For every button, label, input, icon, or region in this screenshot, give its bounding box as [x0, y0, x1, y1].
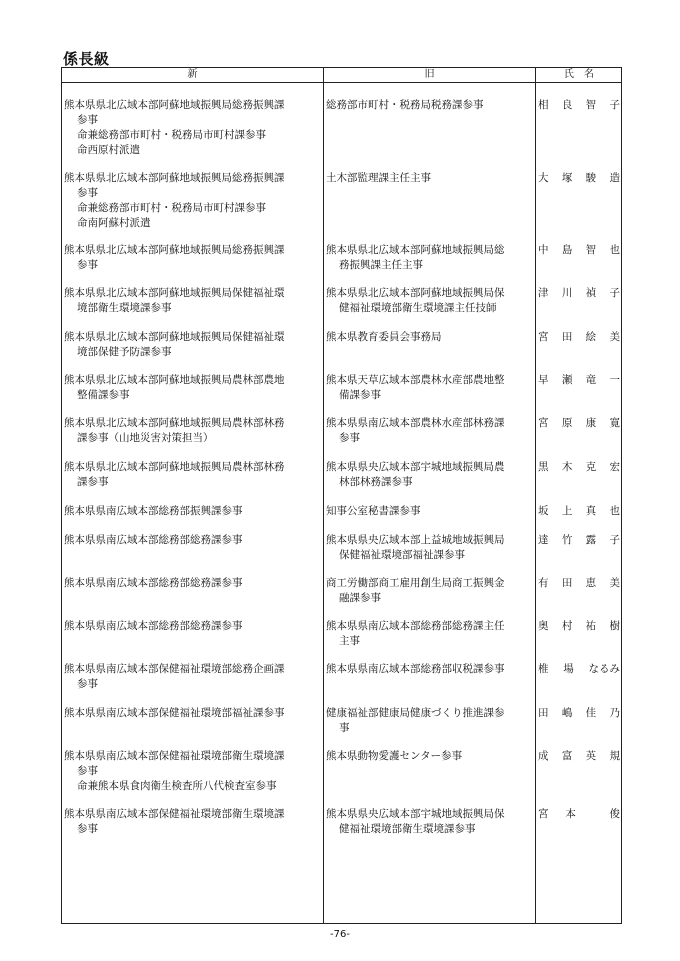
name-characters: [538, 533, 620, 548]
personnel-table: [61, 67, 622, 924]
name-char: 島: [561, 244, 573, 256]
table-header: [62, 68, 621, 83]
new-position: [64, 662, 322, 692]
person-name: [538, 286, 620, 301]
name-char: 達: [538, 534, 549, 546]
name-characters: [538, 416, 620, 431]
person-name: [538, 373, 620, 388]
name-characters: [538, 619, 620, 634]
old-position: [326, 619, 534, 649]
name-char: 也: [609, 505, 620, 517]
person-name: [538, 98, 620, 113]
name-char: 英: [585, 750, 597, 762]
name-char: 子: [609, 99, 620, 111]
old-position-line: 熊本県県北広域本部阿蘇地域振興局総: [326, 244, 505, 256]
old-position-line: 熊本県県南広域本部農林水産部林務課: [326, 417, 505, 429]
name-characters: [538, 243, 620, 258]
new-position-line: 参事: [77, 823, 98, 835]
old-position-line: 土木部監理課主任主事: [326, 172, 431, 184]
person-name: [538, 619, 620, 634]
old-position: [326, 416, 534, 446]
new-position-line: 整備課参事: [77, 389, 130, 401]
name-char: 宮: [538, 331, 549, 343]
old-position-line: 備課参事: [339, 389, 381, 401]
name-char: 黒: [538, 461, 549, 473]
person-name: [538, 416, 620, 431]
name-char: 絵: [585, 331, 597, 343]
new-position-line: 参事: [77, 765, 98, 777]
name-char: 俊: [609, 808, 620, 820]
new-position: [64, 533, 322, 548]
name-characters: [538, 749, 620, 764]
name-char: 佳: [585, 707, 597, 719]
new-position-line: 命兼総務部市町村・税務局市町村課参事: [77, 202, 266, 214]
new-position-line: 熊本県県北広域本部阿蘇地域振興局農林部農地: [64, 374, 285, 386]
old-position-line: 熊本県県央広域本部上益城地域振興局: [326, 534, 505, 546]
person-name: [538, 504, 620, 519]
name-char: 宏: [609, 461, 620, 473]
new-position-line: 命南阿蘇村派遣: [77, 217, 151, 229]
old-position-line: 主事: [339, 635, 360, 647]
name-char: 駿: [585, 172, 597, 184]
name-char: 宮: [538, 808, 549, 820]
name-char: 村: [561, 620, 573, 632]
new-position: [64, 373, 322, 403]
new-position-line: 熊本県県北広域本部阿蘇地域振興局保健福祉環: [64, 331, 285, 343]
new-position: [64, 286, 322, 316]
new-position: [64, 706, 322, 721]
column-divider: [323, 68, 324, 923]
person-name: [538, 533, 620, 548]
name-char: 恵: [585, 577, 597, 589]
name-char: 坂: [538, 505, 549, 517]
name-char: 場: [563, 663, 574, 675]
column-divider: [535, 68, 536, 923]
name-characters: [538, 460, 620, 475]
new-position-line: 命兼総務部市町村・税務局市町村課参事: [77, 129, 266, 141]
name-char: 康: [585, 417, 597, 429]
old-position-line: 熊本県県南広域本部総務部収税課参事: [326, 663, 505, 675]
old-position: [326, 243, 534, 273]
name-char: 相: [538, 99, 549, 111]
name-char: 大: [538, 172, 549, 184]
name-char: 祐: [585, 620, 597, 632]
new-position-line: 課参事（山地災害対策担当）: [77, 432, 214, 444]
name-char: 子: [609, 534, 620, 546]
name-char: 木: [561, 461, 573, 473]
new-position: [64, 98, 322, 158]
new-position: [64, 504, 322, 519]
new-position-line: 熊本県県北広域本部阿蘇地域振興局総務振興課: [64, 99, 285, 111]
new-position-line: 熊本県県北広域本部阿蘇地域振興局農林部林務: [64, 417, 285, 429]
name-char: 嶋: [561, 707, 573, 719]
header-new: 新: [187, 69, 198, 80]
name-char: 竜: [585, 374, 597, 386]
old-position: [326, 533, 534, 563]
old-position-line: 熊本県県北広域本部阿蘇地域振興局保: [326, 287, 505, 299]
name-char: 乃: [609, 707, 620, 719]
new-position: [64, 749, 322, 794]
old-position: [326, 706, 534, 736]
name-char: 奥: [538, 620, 549, 632]
name-char: 塚: [561, 172, 573, 184]
old-position: [326, 749, 534, 764]
name-characters: [538, 98, 620, 113]
old-position-line: 総務部市町村・税務局税務課参事: [326, 99, 484, 111]
name-char: 美: [609, 577, 620, 589]
person-name: [538, 749, 620, 764]
new-position: [64, 330, 322, 360]
new-position-line: 熊本県県南広域本部保健福祉環境部総務企画課: [64, 663, 285, 675]
page-number: -76-: [330, 929, 350, 940]
old-position-line: 熊本県県央広域本部宇城地域振興局保: [326, 808, 505, 820]
new-position-line: 命兼熊本県食肉衛生検査所八代検査室参事: [77, 780, 277, 792]
name-char: 田: [561, 577, 573, 589]
new-position-line: 境部保健予防課参事: [77, 346, 172, 358]
name-char: 瀬: [561, 374, 573, 386]
old-position-line: 林部林務課参事: [339, 476, 413, 488]
new-position-line: 境部衛生環境課参事: [77, 302, 172, 314]
old-position-line: 知事公室秘書課参事: [326, 505, 421, 517]
old-position-line: 事: [339, 722, 350, 734]
name-char: 美: [609, 331, 620, 343]
name-char: 樹: [609, 620, 620, 632]
new-position-line: 熊本県県北広域本部阿蘇地域振興局農林部林務: [64, 461, 285, 473]
old-position: [326, 171, 534, 186]
name-char: 津: [538, 287, 549, 299]
old-position-line: 務振興課主任主事: [339, 259, 423, 271]
name-char: 有: [538, 577, 549, 589]
person-name: [538, 807, 620, 822]
name-char: 竹: [561, 534, 573, 546]
name-characters: [538, 330, 620, 345]
new-position-line: 熊本県県北広域本部阿蘇地域振興局総務振興課: [64, 244, 285, 256]
person-name: [538, 171, 620, 186]
name-characters: [538, 171, 620, 186]
name-char: 禎: [585, 287, 597, 299]
new-position: [64, 807, 322, 837]
name-characters: [538, 286, 620, 301]
new-position: [64, 460, 322, 490]
person-name: [538, 460, 620, 475]
new-position-line: 熊本県県南広域本部保健福祉環境部衛生環境課: [64, 750, 285, 762]
name-char: 富: [561, 750, 573, 762]
old-position-line: 保健福祉環境部福祉課参事: [339, 549, 465, 561]
name-char: 成: [538, 750, 549, 762]
person-name: [538, 576, 620, 591]
name-char: 一: [609, 374, 620, 386]
new-position-line: 課参事: [77, 476, 109, 488]
name-char: なるみ: [588, 663, 620, 675]
old-position: [326, 807, 534, 837]
new-position-line: 参事: [77, 187, 98, 199]
new-position-line: 参事: [77, 259, 98, 271]
name-char: 規: [609, 750, 620, 762]
new-position: [64, 243, 322, 273]
name-char: 原: [561, 417, 573, 429]
new-position-line: 熊本県県北広域本部阿蘇地域振興局保健福祉環: [64, 287, 285, 299]
header-old: 旧: [424, 69, 435, 80]
person-name: [538, 662, 620, 677]
old-position-line: 熊本県天草広域本部農林水産部農地整: [326, 374, 505, 386]
old-position: [326, 286, 534, 316]
new-position-line: 熊本県県南広域本部保健福祉環境部衛生環境課: [64, 808, 285, 820]
old-position-line: 健康福祉部健康局健康づくり推進課参: [326, 707, 505, 719]
old-position: [326, 330, 534, 345]
old-position-line: 商工労働部商工雇用創生局商工振興金: [326, 577, 505, 589]
new-position-line: 熊本県県北広域本部阿蘇地域振興局総務振興課: [64, 172, 285, 184]
new-position: [64, 619, 322, 634]
new-position: [64, 416, 322, 446]
name-char: 本: [565, 808, 576, 820]
old-position-line: 熊本県県央広域本部宇城地域振興局農: [326, 461, 505, 473]
name-characters: [538, 504, 620, 519]
new-position-line: 熊本県県南広域本部総務部総務課参事: [64, 534, 243, 546]
name-char: 田: [561, 331, 573, 343]
name-char: 上: [561, 505, 573, 517]
name-char: 真: [585, 505, 597, 517]
name-characters: [538, 576, 620, 591]
new-position-line: 参事: [77, 678, 98, 690]
name-char: 也: [609, 244, 620, 256]
name-char: 克: [585, 461, 597, 473]
old-position: [326, 662, 534, 677]
old-position-line: 融課参事: [339, 592, 381, 604]
name-char: 智: [585, 99, 597, 111]
name-char: 早: [538, 374, 549, 386]
new-position: [64, 576, 322, 591]
old-position-line: 熊本県動物愛護センター参事: [326, 750, 463, 762]
old-position-line: 参事: [339, 432, 360, 444]
old-position-line: 健福祉環境部衛生環境課参事: [339, 823, 476, 835]
name-char: 良: [561, 99, 573, 111]
person-name: [538, 706, 620, 721]
name-char: 造: [609, 172, 620, 184]
new-position-line: 熊本県県南広域本部総務部総務課参事: [64, 577, 243, 589]
name-char: 椎: [538, 663, 549, 675]
name-characters: [538, 373, 620, 388]
old-position-line: 熊本県県南広域本部総務部総務課主任: [326, 620, 505, 632]
name-char: 子: [609, 287, 620, 299]
new-position-line: 熊本県県南広域本部保健福祉環境部福祉課参事: [64, 707, 285, 719]
old-position: [326, 373, 534, 403]
header-name: 氏 名: [564, 69, 594, 80]
old-position: [326, 576, 534, 606]
old-position: [326, 98, 534, 113]
name-characters: [538, 662, 620, 677]
name-char: 中: [538, 244, 549, 256]
name-char: 寛: [609, 417, 620, 429]
new-position-line: 熊本県県南広域本部総務部振興課参事: [64, 505, 243, 517]
name-char: 智: [585, 244, 597, 256]
old-position-line: 熊本県教育委員会事務局: [326, 331, 442, 343]
person-name: [538, 243, 620, 258]
name-char: 宮: [538, 417, 549, 429]
new-position-line: 熊本県県南広域本部総務部総務課参事: [64, 620, 243, 632]
section-title: 係長級: [63, 50, 110, 68]
name-char: 川: [561, 287, 573, 299]
new-position-line: 参事: [77, 114, 98, 126]
name-char: 露: [585, 534, 597, 546]
name-characters: [538, 706, 620, 721]
old-position-line: 健福祉環境部衛生環境課主任技師: [339, 302, 497, 314]
name-characters: [538, 807, 620, 822]
new-position: [64, 171, 322, 231]
name-char: 田: [538, 707, 549, 719]
person-name: [538, 330, 620, 345]
new-position-line: 命西原村派遣: [77, 144, 140, 156]
old-position: [326, 504, 534, 519]
old-position: [326, 460, 534, 490]
